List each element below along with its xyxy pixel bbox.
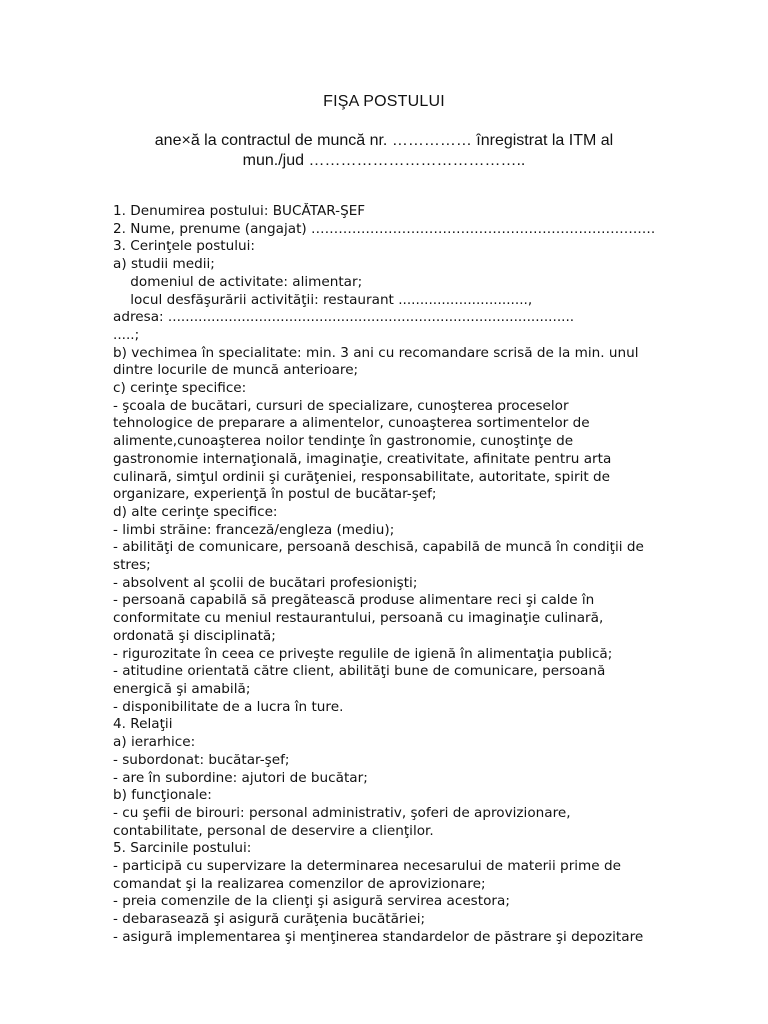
document-line: 4. Relaţii xyxy=(113,716,173,733)
document-line: stres; xyxy=(113,557,151,574)
document-line: conformitate cu meniul restaurantului, persoană cu imaginaţie culinară, xyxy=(113,610,604,627)
subtitle-line: mun./jud ………………………………….. xyxy=(242,152,526,169)
document-line: .....; xyxy=(113,326,140,343)
document-line: 3. Cerinţele postului: xyxy=(113,238,256,255)
subtitle-line: ane×ă la contractul de muncă nr. …………… înregistrat la ITM al xyxy=(154,132,614,149)
document-title: FIŞA POSTULUI xyxy=(323,93,445,110)
document-line: - persoană capabilă să pregătească produse alimentare reci şi calde în xyxy=(113,592,595,609)
document-line: - are în subordine: ajutori de bucătar; xyxy=(113,769,368,786)
document-line: domeniul de activitate: alimentar; xyxy=(113,273,363,290)
document-line: - cu şefii de birouri: personal administrativ, şoferi de aprovizionare, xyxy=(113,804,571,821)
document-line: culinară, simţul ordinii şi curăţeniei, responsabilitate, autoritate, spirit de xyxy=(113,468,611,485)
document-line: a) studii medii; xyxy=(113,256,215,273)
document-line: - rigurozitate în ceea ce priveşte regulile de igienă în alimentaţia publică; xyxy=(113,645,613,662)
document-line: - disponibilitate de a lucra în ture. xyxy=(113,698,344,715)
document-line: b) vechimea în specialitate: min. 3 ani cu recomandare scrisă de la min. unul xyxy=(113,344,639,361)
document-body xyxy=(113,203,658,947)
document-line: b) funcţionale: xyxy=(113,787,212,804)
document-line: - abilităţi de comunicare, persoană deschisă, capabilă de muncă în condiţii de xyxy=(113,539,644,556)
document-line: comandat şi la realizarea comenzilor de aprovizionare; xyxy=(113,875,486,892)
document-line: - limbi străine: franceză/engleza (mediu); xyxy=(113,521,395,538)
document-line: dintre locurile de muncă anterioare; xyxy=(113,362,359,379)
document-line: energică şi amabilă; xyxy=(113,680,251,697)
document-line: - şcoala de bucătari, cursuri de specializare, cunoşterea proceselor xyxy=(113,397,569,414)
document-line: a) ierarhice: xyxy=(113,734,196,751)
document-line: adresa: .............................................................................................. xyxy=(113,309,575,326)
document-line: locul desfăşurării activităţii: restaurant .............................., xyxy=(113,291,533,308)
document-line: tehnologice de preparare a alimentelor, cunoaşterea sortimentelor de xyxy=(113,415,590,432)
document-line: - absolvent al şcolii de bucătari profesionişti; xyxy=(113,574,418,591)
document-line: - preia comenzile de la clienţi şi asigură servirea acestora; xyxy=(113,893,510,910)
document-line: d) alte cerinţe specifice: xyxy=(113,503,278,520)
document-line: 1. Denumirea postului: BUCĂTAR-ŞEF xyxy=(113,203,366,219)
document-line: ordonată şi disciplinată; xyxy=(113,627,276,644)
document-line: - atitudine orientată către client, abilităţi bune de comunicare, persoană xyxy=(113,663,606,680)
document-line: gastronomie internaţională, imaginaţie, creativitate, afinitate pentru arta xyxy=(113,450,612,467)
document-line: contabilitate, personal de deservire a clienţilor. xyxy=(113,822,434,839)
document-line: 2. Nume, prenume (angajat) …………………………………………………………………. xyxy=(113,220,656,237)
document-line: 5. Sarcinile postului: xyxy=(113,840,252,857)
document-line: alimente,cunoaşterea noilor tendinţe în gastronomie, cunoştinţe de xyxy=(113,433,574,450)
document-line: - participă cu supervizare la determinarea necesarului de materii prime de xyxy=(113,858,621,875)
document-line: - subordonat: bucătar-şef; xyxy=(113,751,290,768)
document-line: organizare, experienţă în postul de bucătar-şef; xyxy=(113,486,437,503)
document-line: c) cerinţe specifice: xyxy=(113,380,247,397)
document-line: - debarasează şi asigură curăţenia bucătăriei; xyxy=(113,911,426,928)
document-line: - asigură implementarea şi menţinerea standardelor de păstrare şi depozitare xyxy=(113,928,644,945)
document-subtitle xyxy=(60,131,708,171)
